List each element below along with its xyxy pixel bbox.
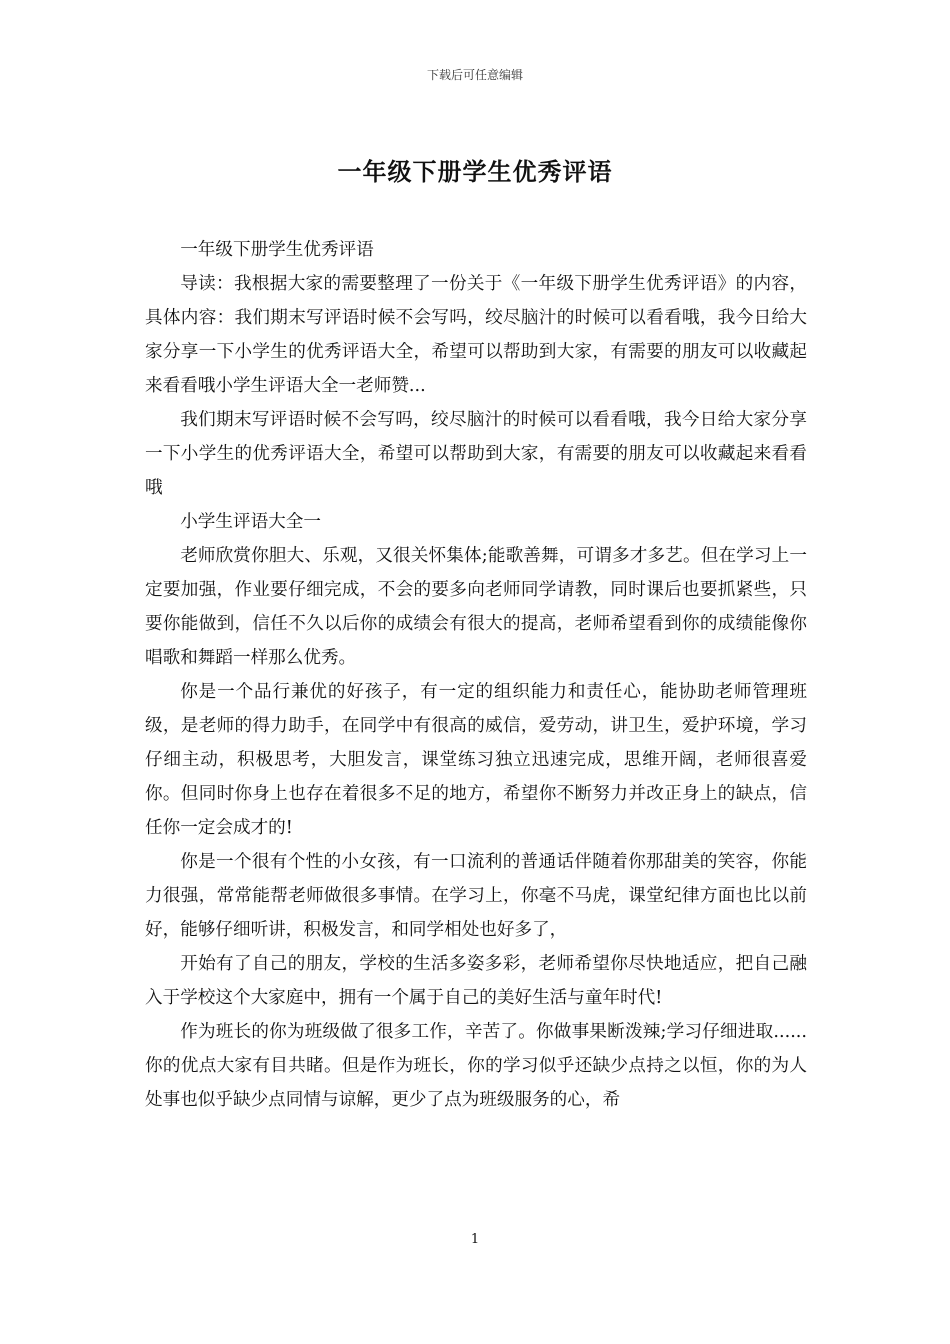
- paragraph: 我们期末写评语时候不会写吗，绞尽脑汁的时候可以看看哦，我今日给大家分享一下小学生的优秀评语大全，希望可以帮助到大家，有需要的朋友可以收藏起来看看哦: [145, 410, 807, 498]
- section-heading: 小学生评语大全一: [180, 512, 321, 532]
- paragraph-intro: 导读：我根据大家的需要整理了一份关于《一年级下册学生优秀评语》的内容，具体内容：我们期末写评语时候不会写吗，绞尽脑汁的时候可以看看哦，我今日给大家分享一下小学生的优秀评语大全，希望可以帮助到大家，有需要的朋友可以收藏起来看看哦小学生评语大全一老师赞...: [145, 274, 807, 396]
- paragraph: 开始有了自己的朋友，学校的生活多姿多彩，老师希望你尽快地适应，把自己融入于学校这个大家庭中，拥有一个属于自己的美好生活与童年时代!: [145, 954, 807, 1008]
- paragraph: 作为班长的你为班级做了很多工作，辛苦了。你做事果断泼辣;学习仔细进取......你的优点大家有目共睹。但是作为班长，你的学习似乎还缺少点持之以恒，你的为人处事也似乎缺少点同情与谅解，更少了点为班级服务的心，希: [145, 1022, 807, 1110]
- paragraph: 你是一个品行兼优的好孩子，有一定的组织能力和责任心，能协助老师管理班级，是老师的得力助手，在同学中有很高的威信，爱劳动，讲卫生，爱护环境，学习仔细主动，积极思考，大胆发言，课堂练习独立迅速完成，思维开阔，老师很喜爱你。但同时你身上也存在着很多不足的地方，希望你不断努力并改正身上的缺点，信任你一定会成才的!: [145, 682, 807, 838]
- document-title: 一年级下册学生优秀评语: [337, 158, 613, 186]
- paragraph: 你是一个很有个性的小女孩，有一口流利的普通话伴随着你那甜美的笑容，你能力很强，常常能帮老师做很多事情。在学习上，你毫不马虎，课堂纪律方面也比以前好，能够仔细听讲，积极发言，和同学相处也好多了，: [145, 852, 807, 940]
- page-number: 1: [470, 1232, 480, 1247]
- page-header: 下载后可任意编辑: [426, 68, 523, 82]
- paragraph: 老师欣赏你胆大、乐观，又很关怀集体;能歌善舞，可谓多才多艺。但在学习上一定要加强，作业要仔细完成，不会的要多向老师同学请教，同时课后也要抓紧些，只要你能做到，信任不久以后你的成绩会有很大的提高，老师希望看到你的成绩能像你唱歌和舞蹈一样那么优秀。: [145, 546, 807, 668]
- paragraph-subtitle: 一年级下册学生优秀评语: [180, 240, 374, 260]
- document-body: [145, 233, 807, 1117]
